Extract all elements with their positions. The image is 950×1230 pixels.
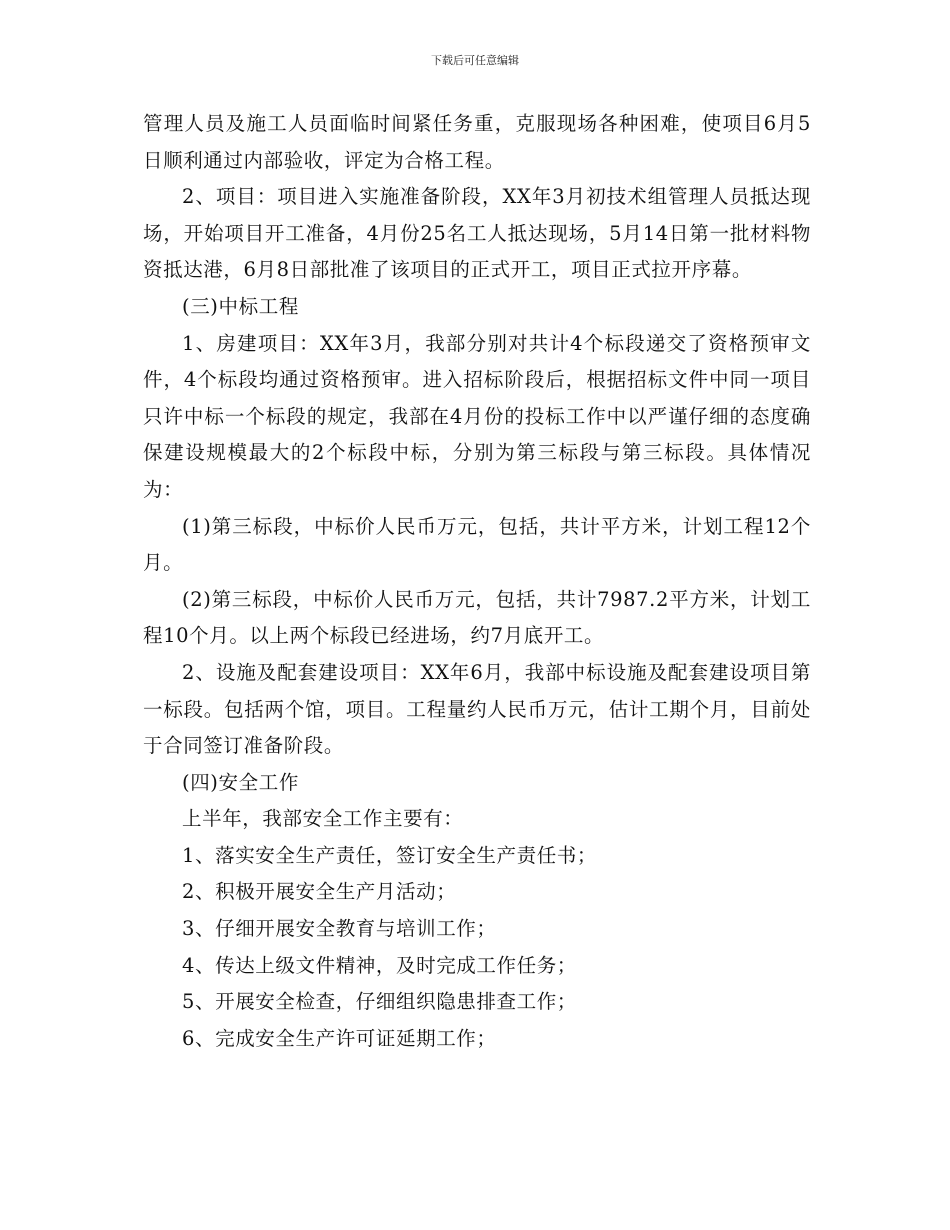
- paragraph-bid-section-1: (1)第三标段，中标价人民币万元，包括，共计平方米，计划工程12个月。: [143, 514, 811, 575]
- list-item-safety-4: 4、传达上级文件精神，及时完成工作任务；: [182, 953, 577, 977]
- page-header: 下载后可任意编辑: [431, 54, 519, 67]
- list-item-safety-6: 6、完成安全生产许可证延期工作；: [182, 1026, 497, 1050]
- document-body: [143, 106, 811, 1057]
- paragraph-safety-intro: 上半年，我部安全工作主要有：: [182, 807, 464, 831]
- paragraph-project-2: 2、项目：项目进入实施准备阶段，XX年3月初技术组管理人员抵达现场，开始项目开工准备，4月份25名工人抵达现场，5月14日第一批材料物资抵达港，6月8日部批准了该项目的正式开工，项目正式拉开序幕。: [143, 185, 811, 282]
- list-item-safety-1: 1、落实安全生产责任，签订安全生产责任书；: [182, 843, 598, 867]
- section-heading-safety: (四)安全工作: [182, 770, 299, 794]
- paragraph-bid-section-2: (2)第三标段，中标价人民币万元，包括，共计7987.2平方米，计划工程10个月。以上两个标段已经进场，约7月底开工。: [143, 587, 811, 648]
- section-heading-winning-bids: (三)中标工程: [182, 294, 299, 318]
- paragraph-facilities-project: 2、设施及配套建设项目：XX年6月，我部中标设施及配套建设项目第一标段。包括两个馆，项目。工程量约人民币万元，估计工期个月，目前处于合同签订准备阶段。: [143, 660, 811, 758]
- list-item-safety-5: 5、开展安全检查，仔细组织隐患排查工作；: [182, 990, 577, 1014]
- paragraph-housing-project: 1、房建项目：XX年3月，我部分别对共计4个标段递交了资格预审文件，4个标段均通过资格预审。进入招标阶段后，根据招标文件中同一项目只许中标一个标段的规定，我部在4月份的投标工作中以严谨仔细的态度确保建设规模最大的2个标段中标，分别为第三标段与第三标段。具体情况为：: [143, 331, 811, 501]
- paragraph-continuation: 管理人员及施工人员面临时间紧任务重，克服现场各种困难，使项目6月5日顺利通过内部验收，评定为合格工程。: [143, 112, 811, 172]
- list-item-safety-3: 3、仔细开展安全教育与培训工作；: [182, 917, 497, 941]
- list-item-safety-2: 2、积极开展安全生产月活动；: [182, 880, 457, 904]
